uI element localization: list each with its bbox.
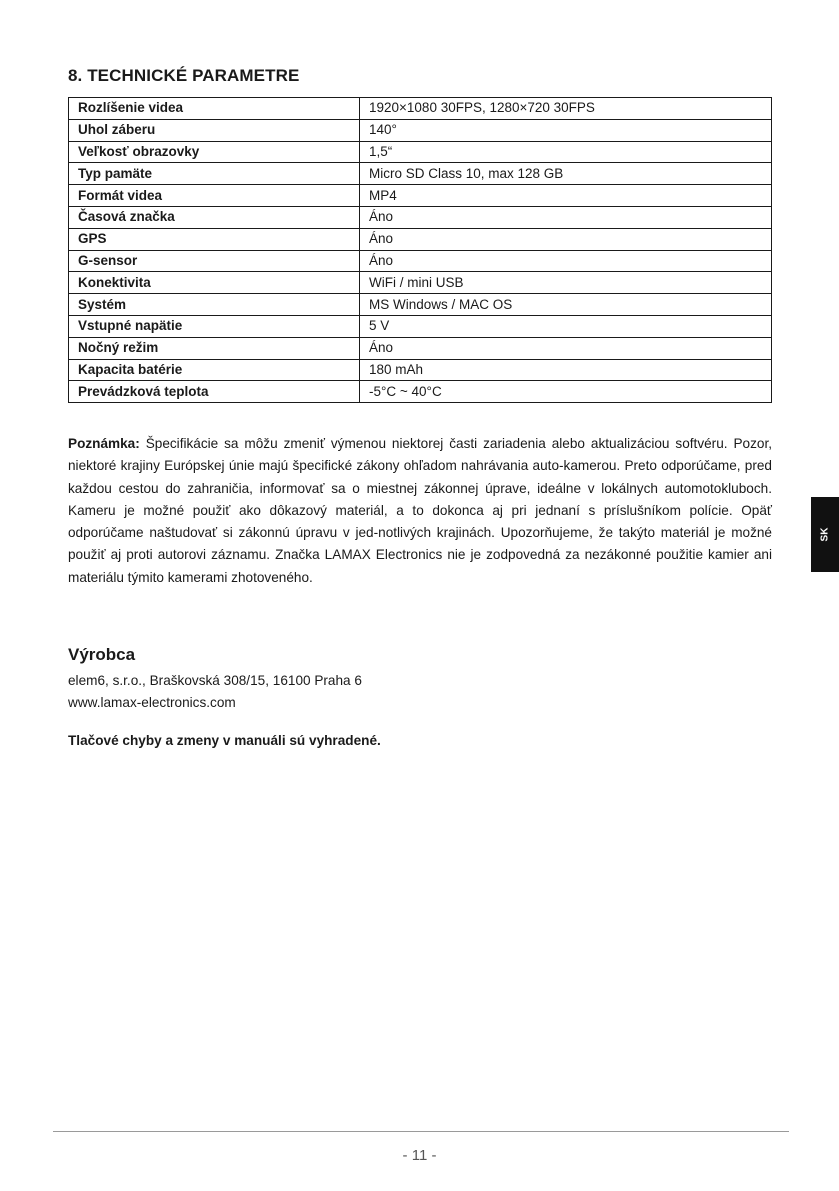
spec-label: Vstupné napätie	[69, 315, 360, 337]
spec-row	[69, 185, 772, 207]
language-tab-label: SK	[819, 527, 831, 542]
spec-label: Nočný režim	[69, 337, 360, 359]
spec-label: Typ pamäte	[69, 163, 360, 185]
spec-label: Uhol záberu	[69, 119, 360, 141]
spec-label: Veľkosť obrazovky	[69, 141, 360, 163]
manufacturer-address: elem6, s.r.o., Braškovská 308/15, 16100 Praha 6	[68, 673, 362, 688]
spec-row	[69, 206, 772, 228]
spec-row	[69, 119, 772, 141]
spec-value: Áno	[360, 337, 772, 359]
spec-value: 5 V	[360, 315, 772, 337]
spec-label: G-sensor	[69, 250, 360, 272]
spec-row	[69, 228, 772, 250]
spec-row	[69, 250, 772, 272]
disclaimer: Tlačové chyby a zmeny v manuáli sú vyhradené.	[68, 733, 381, 748]
spec-value: Áno	[360, 250, 772, 272]
manufacturer-title: Výrobca	[68, 645, 136, 664]
spec-value: MP4	[360, 185, 772, 207]
spec-value: MS Windows / MAC OS	[360, 294, 772, 316]
spec-value: 1,5“	[360, 141, 772, 163]
note-label: Poznámka:	[68, 436, 140, 451]
note-paragraph	[68, 433, 772, 589]
spec-label: Konektivita	[69, 272, 360, 294]
manufacturer-website: www.lamax-electronics.com	[68, 695, 236, 710]
spec-label: Prevádzková teplota	[69, 381, 360, 403]
spec-row	[69, 141, 772, 163]
spec-label: Systém	[69, 294, 360, 316]
spec-label: Časová značka	[69, 206, 360, 228]
footer-divider	[53, 1131, 789, 1132]
spec-label: Formát videa	[69, 185, 360, 207]
spec-row	[69, 337, 772, 359]
spec-row	[69, 294, 772, 316]
spec-row	[69, 359, 772, 381]
spec-value: 1920×1080 30FPS, 1280×720 30FPS	[360, 98, 772, 120]
specifications-table	[68, 97, 772, 403]
page-number: - 11 -	[402, 1147, 437, 1164]
spec-value: Áno	[360, 206, 772, 228]
spec-row	[69, 163, 772, 185]
spec-row	[69, 272, 772, 294]
specifications-table-body	[69, 98, 772, 403]
spec-label: Kapacita batérie	[69, 359, 360, 381]
spec-label: Rozlíšenie videa	[69, 98, 360, 120]
spec-label: GPS	[69, 228, 360, 250]
note-text: Špecifikácie sa môžu zmeniť výmenou niektorej časti zariadenia alebo aktualizáciou softvéru. Pozor, niektoré krajiny Európskej únie majú špecifické zákony ohľadom nahrávania auto-kamerou. Preto odporúčame, pred každou cestou do zahraničia, informovať sa o miestnej zákonnej úprave, ideálne v lokálnych automotokluboch. Kameru je možné použiť ako dôkazový materiál, a to dokonca aj pri jednaní s príslušníkom polície. Opäť odporúčame naštudovať si zákonnú úpravu v jed-notlivých krajinách. Upozorňujeme, že takýto materiál je možné použiť aj proti autorovi záznamu. Značka LAMAX Electronics nie je zodpovedná za nezákonné použitie kamier ani materiálu týmito kamerami zhotoveného.	[68, 436, 772, 585]
spec-value: 140°	[360, 119, 772, 141]
spec-value: -5°C ~ 40°C	[360, 381, 772, 403]
language-tab	[811, 497, 839, 572]
spec-row	[69, 315, 772, 337]
section-heading: 8. TECHNICKÉ PARAMETRE	[68, 66, 300, 85]
spec-value: WiFi / mini USB	[360, 272, 772, 294]
spec-value: Micro SD Class 10, max 128 GB	[360, 163, 772, 185]
spec-row	[69, 381, 772, 403]
spec-row	[69, 98, 772, 120]
spec-value: 180 mAh	[360, 359, 772, 381]
spec-value: Áno	[360, 228, 772, 250]
